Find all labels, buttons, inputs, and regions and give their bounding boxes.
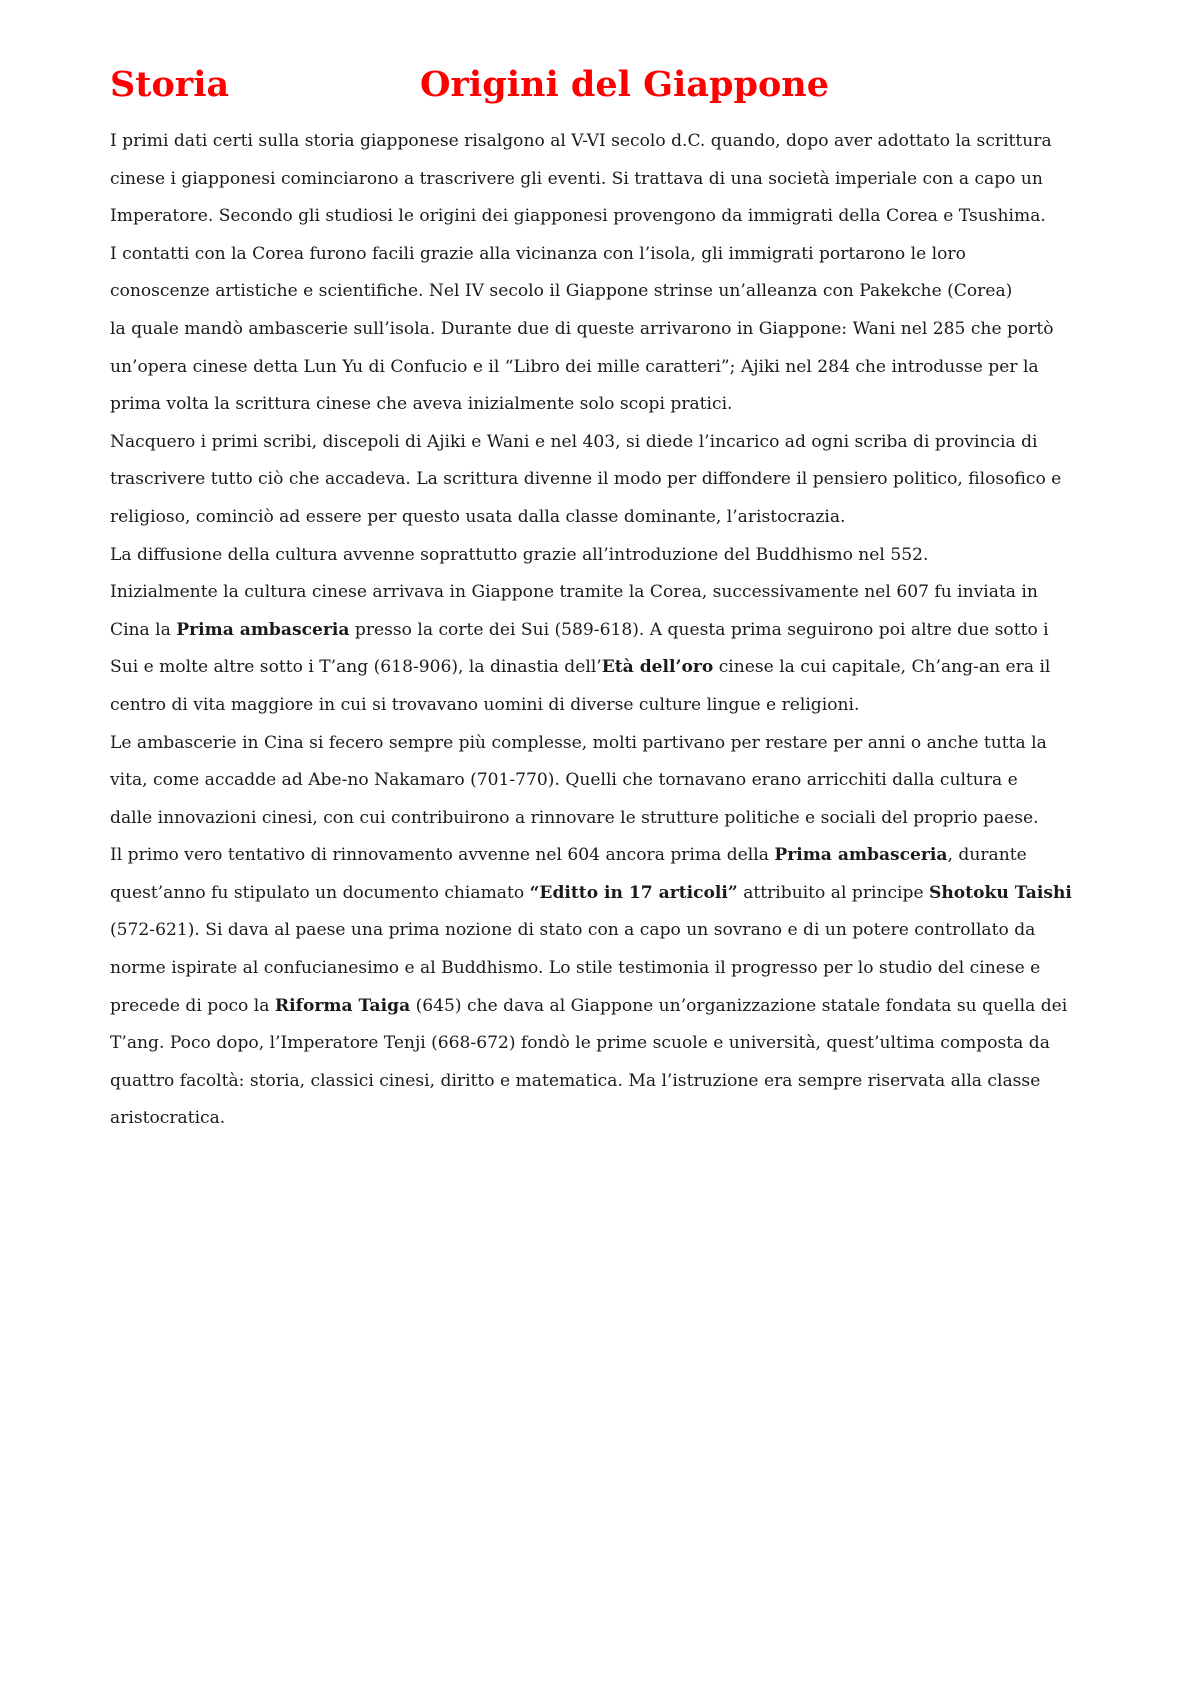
bold-text-run: Shotoku Taishi [929, 882, 1072, 903]
text-line [110, 687, 1120, 725]
text-line [110, 161, 1120, 199]
text-line [110, 1100, 1120, 1138]
text-run: Le ambascerie in Cina si fecero sempre più complesse, molti partivano per restare per anni o anche tutta la [110, 732, 1047, 753]
text-run: (572-621). Si dava al paese una prima nozione di stato con a capo un sovrano e di un potere controllato da [110, 920, 1036, 941]
text-line [110, 386, 1120, 424]
document-heading [110, 60, 1110, 110]
text-run: I primi dati certi sulla storia giapponese risalgono al V-VI secolo d.C. quando, dopo aver adottato la scrittura [110, 131, 1052, 151]
bold-text-run: “Editto in 17 articoli” [529, 882, 738, 903]
text-run: Inizialmente la cultura cinese arrivava in Giappone tramite la Corea, successivamente nel 607 fu inviata in [110, 582, 1038, 603]
text-line [110, 612, 1120, 650]
text-run: conoscenze artistiche e scientifiche. Nel IV secolo il Giappone strinse un’alleanza con Pakekche (Corea) [110, 281, 1013, 302]
text-run: dalle innovazioni cinesi, con cui contribuirono a rinnovare le strutture politiche e sociali del proprio paese. [110, 807, 1039, 828]
text-run: Sui e molte altre sotto i T’ang (618-906), la dinastia dell’ [110, 657, 602, 678]
text-run: precede di poco la [110, 995, 275, 1016]
text-line [110, 950, 1120, 988]
text-run: un’opera cinese detta Lun Yu di Confucio e il “Libro dei mille caratteri”; Ajiki nel 284 che introdusse per la [110, 356, 1039, 377]
text-line [110, 574, 1120, 612]
text-line [110, 1025, 1120, 1063]
text-run: Il primo vero tentativo di rinnovamento avvenne nel 604 ancora prima della [110, 845, 775, 866]
page-title: Origini del Giappone [420, 64, 830, 105]
text-line [110, 123, 1120, 161]
text-line [110, 800, 1120, 838]
text-line [110, 649, 1120, 687]
body-text [110, 123, 1120, 1138]
text-line [110, 236, 1120, 274]
text-run: attribuito al principe [737, 882, 929, 903]
text-line [110, 349, 1120, 387]
text-run: la quale mandò ambascerie sull’isola. Durante due di queste arrivarono in Giappone: Wani nel 285 che portò [110, 318, 1054, 339]
text-run: T’ang. Poco dopo, l’Imperatore Tenji (668-672) fondò le prime scuole e università, quest’ultima composta da [110, 1033, 1050, 1054]
text-run: I contatti con la Corea furono facili grazie alla vicinanza con l’isola, gli immigrati portarono le loro [110, 243, 966, 264]
bold-text-run: Età dell’oro [601, 657, 714, 678]
text-run: presso la corte dei Sui (589-618). A questa prima seguirono poi altre due sotto i [349, 619, 1049, 640]
text-line [110, 273, 1120, 311]
text-line [110, 762, 1120, 800]
text-line [110, 725, 1120, 763]
text-run: (645) che dava al Giappone un’organizzazione statale fondata su quella dei [410, 995, 1068, 1016]
bold-text-run: Prima ambasceria [774, 845, 948, 866]
text-run: prima volta la scrittura cinese che aveva inizialmente solo scopi pratici. [110, 394, 733, 415]
text-run: quest’anno fu stipulato un documento chiamato [110, 882, 530, 903]
subject-label: Storia [110, 64, 230, 105]
text-run: quattro facoltà: storia, classici cinesi, diritto e matematica. Ma l’istruzione era sempre riservata alla classe [110, 1070, 1041, 1091]
text-run: cinese i giapponesi cominciarono a trascrivere gli eventi. Si trattava di una società imperiale con a capo un [110, 168, 1043, 189]
text-line [110, 461, 1120, 499]
bold-text-run: Prima ambasceria [176, 619, 350, 640]
text-line [110, 424, 1120, 462]
text-run: vita, come accadde ad Abe-no Nakamaro (701-770). Quelli che tornavano erano arricchiti dalla cultura e [110, 770, 1018, 791]
text-run: religioso, cominciò ad essere per questo usata dalla classe dominante, l’aristocrazia. [110, 506, 846, 527]
text-line [110, 499, 1120, 537]
text-run: , durante [947, 845, 1027, 866]
text-line [110, 875, 1120, 913]
text-run: Imperatore. Secondo gli studiosi le origini dei giapponesi provengono da immigrati della Corea e Tsushima. [110, 206, 1046, 227]
text-run: trascrivere tutto ciò che accadeva. La scrittura divenne il modo per diffondere il pensiero politico, filosofico e [110, 469, 1062, 490]
text-line [110, 537, 1120, 575]
text-line [110, 912, 1120, 950]
text-line [110, 837, 1120, 875]
text-run: La diffusione della cultura avvenne soprattutto grazie all’introduzione del Buddhismo nel 552. [110, 544, 929, 565]
text-run: aristocratica. [110, 1108, 226, 1129]
text-run: centro di vita maggiore in cui si trovavano uomini di diverse culture lingue e religioni. [110, 694, 860, 715]
text-line [110, 1063, 1120, 1101]
text-line [110, 988, 1120, 1026]
text-run: norme ispirate al confucianesimo e al Buddhismo. Lo stile testimonia il progresso per lo studio del cinese e [110, 958, 1041, 979]
text-run: Cina la [110, 619, 177, 640]
text-line [110, 198, 1120, 236]
text-run: Nacquero i primi scribi, discepoli di Ajiki e Wani e nel 403, si diede l’incarico ad ogni scriba di provincia di [110, 431, 1038, 452]
text-line [110, 311, 1120, 349]
text-run: cinese la cui capitale, Ch’ang-an era il [713, 657, 1051, 678]
bold-text-run: Riforma Taiga [274, 995, 411, 1016]
